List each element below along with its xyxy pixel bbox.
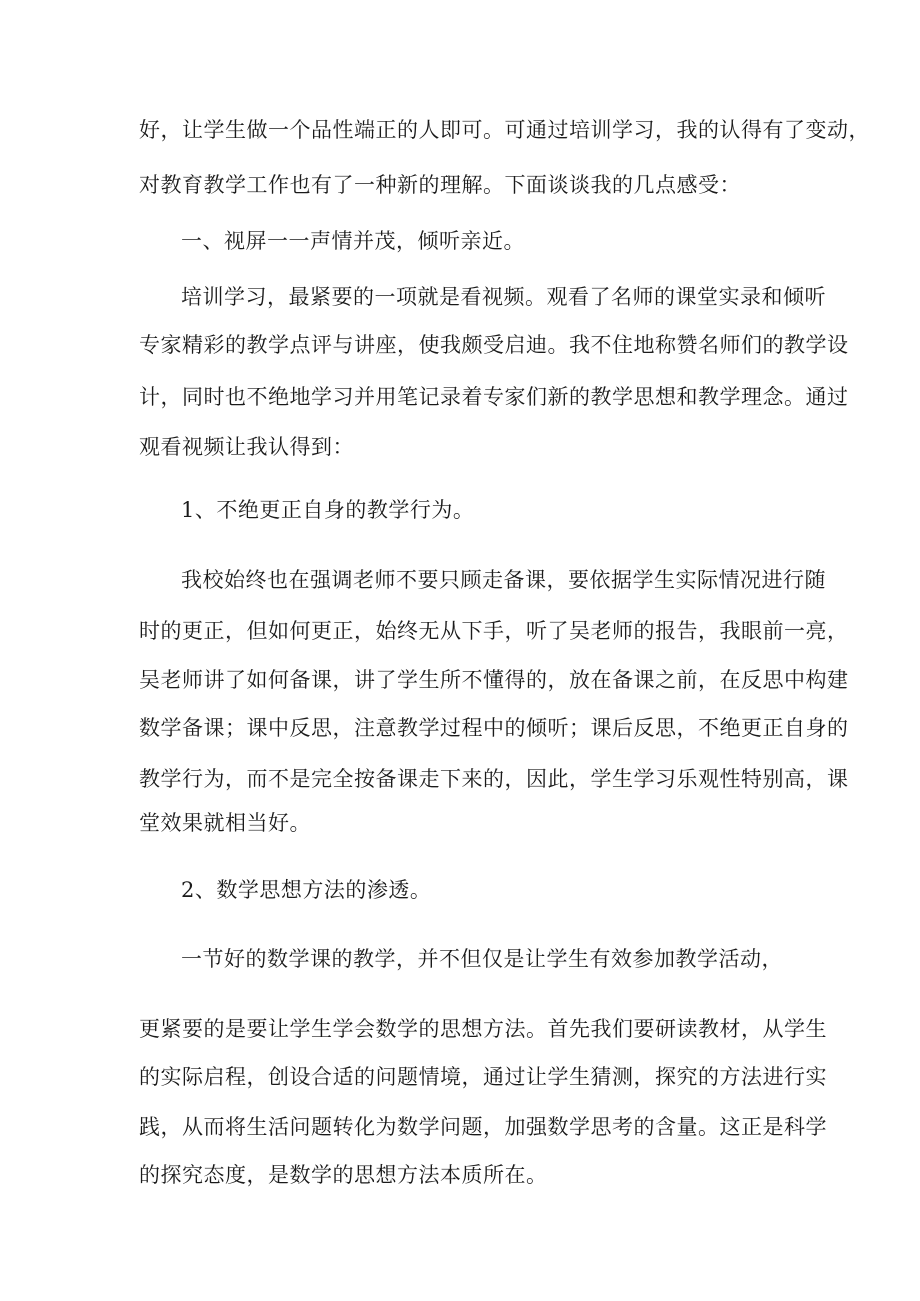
paragraph-1-line-2: 对教育教学工作也有了一种新的理解。下面谈谈我的几点感受： bbox=[139, 173, 741, 197]
paragraph-3-line-5: 教学行为，而不是完全按备课走下来的，因此，学生学习乐观性特别高，课 bbox=[139, 767, 849, 791]
paragraph-2-line-3: 计，同时也不绝地学习并用笔记录着专家们新的教学思想和教学理念。通过 bbox=[139, 385, 849, 409]
paragraph-1-line-1: 好，让学生做一个品性端正的人即可。可通过培训学习，我的认得有了变动， bbox=[139, 118, 870, 142]
paragraph-3-line-1: 我校始终也在强调老师不要只顾走备课，要依据学生实际情况进行随 bbox=[181, 568, 826, 592]
paragraph-5-line-2: 的实际启程，创设合适的问题情境，通过让学生猜测，探究的方法进行实 bbox=[139, 1065, 827, 1089]
section-heading-1: 一、视屏一一声情并茂，倾听亲近。 bbox=[181, 229, 525, 253]
paragraph-3-line-4: 数学备课；课中反思，注意教学过程中的倾听；课后反思，不绝更正自身的 bbox=[139, 716, 849, 740]
paragraph-5-line-4: 的探究态度，是数学的思想方法本质所在。 bbox=[139, 1163, 548, 1187]
sub-heading-2: 2、数学思想方法的渗透。 bbox=[181, 878, 432, 902]
sub-heading-1: 1、不绝更正自身的教学行为。 bbox=[181, 498, 475, 522]
paragraph-2-line-2: 专家精彩的教学点评与讲座，使我颇受启迪。我不住地称赞名师们的教学设 bbox=[139, 333, 849, 357]
paragraph-5-line-1: 更紧要的是要让学生学会数学的思想方法。首先我们要研读教材，从学生 bbox=[139, 1017, 827, 1041]
paragraph-2-line-1: 培训学习，最紧要的一项就是看视频。观看了名师的课堂实录和倾听 bbox=[181, 285, 826, 309]
paragraph-4-line-1: 一节好的数学课的教学，并不但仅是让学生有效参加教学活动， bbox=[181, 947, 783, 971]
paragraph-3-line-6: 堂效果就相当好。 bbox=[139, 811, 311, 835]
paragraph-2-line-4: 观看视频让我认得到： bbox=[139, 435, 354, 459]
paragraph-3-line-2: 时的更正，但如何更正，始终无从下手，听了吴老师的报告，我眼前一亮， bbox=[139, 619, 849, 643]
paragraph-5-line-3: 践，从而将生活问题转化为数学问题，加强数学思考的含量。这正是科学 bbox=[139, 1115, 827, 1139]
paragraph-3-line-3: 吴老师讲了如何备课，讲了学生所不懂得的，放在备课之前，在反思中构建 bbox=[139, 668, 849, 692]
